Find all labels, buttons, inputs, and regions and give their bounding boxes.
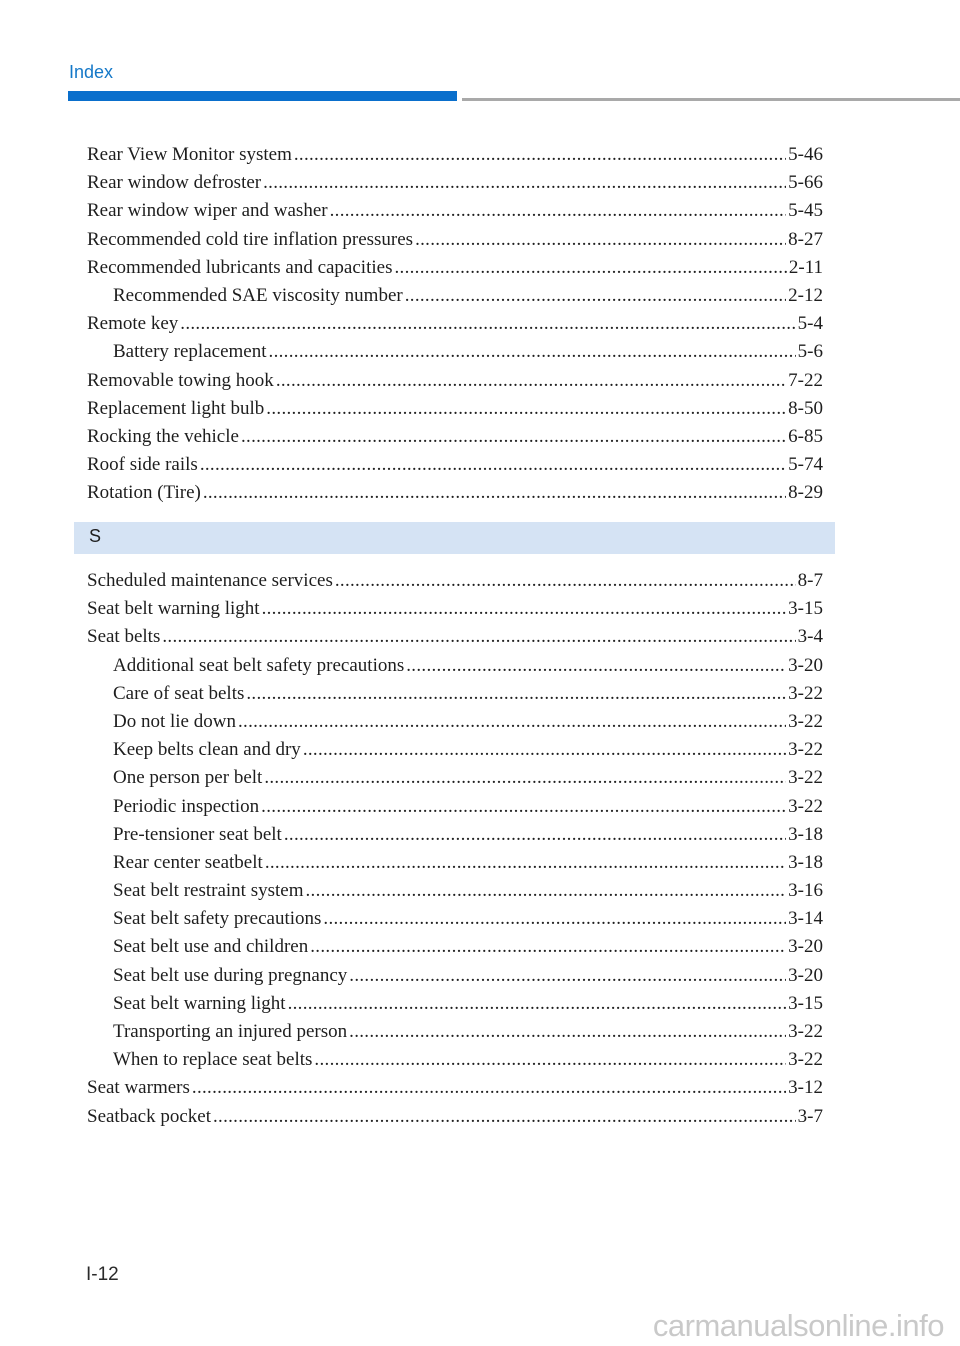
entry-label: Care of seat belts <box>113 682 245 704</box>
entry-page-ref: 3-14 <box>788 908 823 930</box>
entry-page-ref: 5-45 <box>788 200 823 222</box>
entry-label: Recommended lubricants and capacities <box>87 256 393 278</box>
entry-page-ref: 2-12 <box>788 284 823 306</box>
entry-page-ref: 3-20 <box>788 936 823 958</box>
entry-page-ref: 5-4 <box>797 313 823 335</box>
index-group-r <box>87 141 823 507</box>
dot-leader <box>330 197 787 225</box>
entry-label: Transporting an injured person <box>113 1021 348 1042</box>
entry-label: Seat belt restraint system <box>113 880 304 902</box>
dot-leader <box>394 254 786 282</box>
entry-page-ref: 8-50 <box>788 397 823 419</box>
index-entry <box>87 197 823 225</box>
index-entry <box>87 169 823 197</box>
dot-leader <box>192 1074 786 1102</box>
entry-page-ref: 3-18 <box>788 851 823 873</box>
index-subentry <box>87 1046 823 1074</box>
index-subentry <box>87 1018 823 1046</box>
entry-label: Seatback pocket <box>87 1105 211 1127</box>
entry-page-ref: 3-22 <box>788 682 823 704</box>
entry-label: Seat belt use and children <box>113 936 309 958</box>
index-entry <box>87 254 823 282</box>
entry-page-ref: 3-18 <box>788 823 823 845</box>
index-subentry <box>87 708 823 736</box>
entry-label: Seat belt safety precautions <box>113 908 322 930</box>
dot-leader <box>180 310 795 338</box>
index-subentry <box>87 877 823 905</box>
entry-page-ref: 6-85 <box>788 425 823 447</box>
index-entry <box>87 567 823 595</box>
entry-page-ref: 3-20 <box>788 654 823 676</box>
index-subentry <box>87 652 823 680</box>
index-subentry <box>87 736 823 764</box>
entry-label: Seat belt warning light <box>113 992 286 1014</box>
index-entry <box>87 141 823 169</box>
index-subentry <box>87 764 823 792</box>
index-subentry <box>87 990 823 1018</box>
entry-page-ref: 8-7 <box>797 570 823 591</box>
entry-label: Keep belts clean and dry <box>113 739 301 761</box>
index-subentry <box>87 962 823 990</box>
entry-page-ref: 3-22 <box>788 767 823 789</box>
entry-label: Do not lie down <box>113 710 236 732</box>
entry-page-ref: 3-12 <box>788 1077 823 1099</box>
entry-label: Battery replacement <box>113 341 267 363</box>
entry-label: Seat belt warning light <box>87 598 260 620</box>
dot-leader <box>294 141 786 169</box>
entry-label: Scheduled maintenance services <box>87 570 333 591</box>
index-subentry <box>87 933 823 961</box>
index-entry <box>87 423 823 451</box>
dot-leader <box>213 1103 796 1131</box>
index-entry <box>87 1103 823 1131</box>
dot-leader <box>415 226 786 254</box>
entry-page-ref: 8-29 <box>788 482 823 504</box>
dot-leader <box>269 338 796 366</box>
entry-label: Roof side rails <box>87 454 198 476</box>
entry-page-ref: 3-4 <box>797 626 823 648</box>
dot-leader <box>323 905 786 933</box>
entry-label: When to replace seat belts <box>113 1049 313 1071</box>
section-letter: S <box>89 526 102 546</box>
dot-leader <box>265 849 786 877</box>
entry-page-ref: 3-22 <box>788 1049 823 1071</box>
dot-leader <box>203 479 786 507</box>
dot-leader <box>406 652 786 680</box>
dot-leader <box>305 877 786 905</box>
dot-leader <box>162 623 795 651</box>
entry-label: Remote key <box>87 313 179 335</box>
entry-page-ref: 3-22 <box>788 1021 823 1042</box>
index-entry <box>87 1074 823 1102</box>
dot-leader <box>264 764 786 792</box>
entry-page-ref: 3-20 <box>788 964 823 986</box>
index-group-s <box>87 567 823 1131</box>
entry-label: Rear window wiper and washer <box>87 200 328 222</box>
entry-label: Rocking the vehicle <box>87 425 239 447</box>
dot-leader <box>288 990 787 1018</box>
index-subentry <box>87 680 823 708</box>
entry-label: Recommended SAE viscosity number <box>113 284 403 306</box>
section-header-s <box>74 522 835 554</box>
index-subentry <box>87 338 823 366</box>
dot-leader <box>200 451 786 479</box>
index-subentry <box>87 793 823 821</box>
index-subentry <box>87 905 823 933</box>
index-entry <box>87 623 823 651</box>
entry-page-ref: 8-27 <box>788 228 823 250</box>
index-entry <box>87 595 823 623</box>
index-entry <box>87 395 823 423</box>
index-entry <box>87 226 823 254</box>
index-entry <box>87 451 823 479</box>
dot-leader <box>261 793 786 821</box>
entry-page-ref: 3-15 <box>788 992 823 1014</box>
dot-leader <box>303 736 786 764</box>
entry-page-ref: 5-46 <box>788 144 823 165</box>
dot-leader <box>314 1046 786 1074</box>
dot-leader <box>349 962 786 990</box>
header-accent-rule <box>68 91 457 101</box>
entry-page-ref: 5-6 <box>797 341 823 363</box>
header-gray-rule <box>462 98 960 101</box>
entry-page-ref: 3-22 <box>788 795 823 817</box>
page-number: I-12 <box>86 1264 119 1285</box>
entry-page-ref: 5-74 <box>788 454 823 476</box>
entry-label: Rear View Monitor system <box>87 144 292 165</box>
index-subentry <box>87 821 823 849</box>
index-subentry <box>87 282 823 310</box>
entry-label: Rear window defroster <box>87 172 262 194</box>
dot-leader <box>262 595 787 623</box>
dot-leader <box>276 367 786 395</box>
entry-label: Periodic inspection <box>113 795 260 817</box>
entry-label: Recommended cold tire inflation pressures <box>87 228 414 250</box>
index-entry <box>87 479 823 507</box>
entry-page-ref: 2-11 <box>788 256 823 278</box>
entry-label: Rotation (Tire) <box>87 482 201 504</box>
entry-label: Seat warmers <box>87 1077 190 1099</box>
dot-leader <box>310 933 786 961</box>
dot-leader <box>335 567 796 595</box>
entry-page-ref: 5-66 <box>788 172 823 194</box>
index-subentry <box>87 849 823 877</box>
dot-leader <box>238 708 786 736</box>
entry-label: Replacement light bulb <box>87 397 265 419</box>
entry-label: Seat belts <box>87 626 161 648</box>
entry-page-ref: 7-22 <box>788 369 823 391</box>
dot-leader <box>284 821 786 849</box>
entry-label: Additional seat belt safety precautions <box>113 654 405 676</box>
entry-label: Rear center seatbelt <box>113 851 263 873</box>
dot-leader <box>263 169 786 197</box>
page-header-title: Index <box>69 62 114 82</box>
entry-page-ref: 3-16 <box>788 880 823 902</box>
entry-label: Seat belt use during pregnancy <box>113 964 348 986</box>
entry-page-ref: 3-7 <box>797 1105 823 1127</box>
dot-leader <box>349 1018 786 1046</box>
dot-leader <box>266 395 786 423</box>
entry-page-ref: 3-22 <box>788 739 823 761</box>
watermark-text: carmanualsonline.info <box>652 1308 944 1343</box>
dot-leader <box>246 680 786 708</box>
entry-label: Pre-tensioner seat belt <box>113 823 282 845</box>
entry-label: Removable towing hook <box>87 369 274 391</box>
index-entry <box>87 367 823 395</box>
index-entry <box>87 310 823 338</box>
entry-page-ref: 3-22 <box>788 710 823 732</box>
entry-label: One person per belt <box>113 767 263 789</box>
entry-page-ref: 3-15 <box>788 598 823 620</box>
dot-leader <box>241 423 786 451</box>
dot-leader <box>405 282 786 310</box>
